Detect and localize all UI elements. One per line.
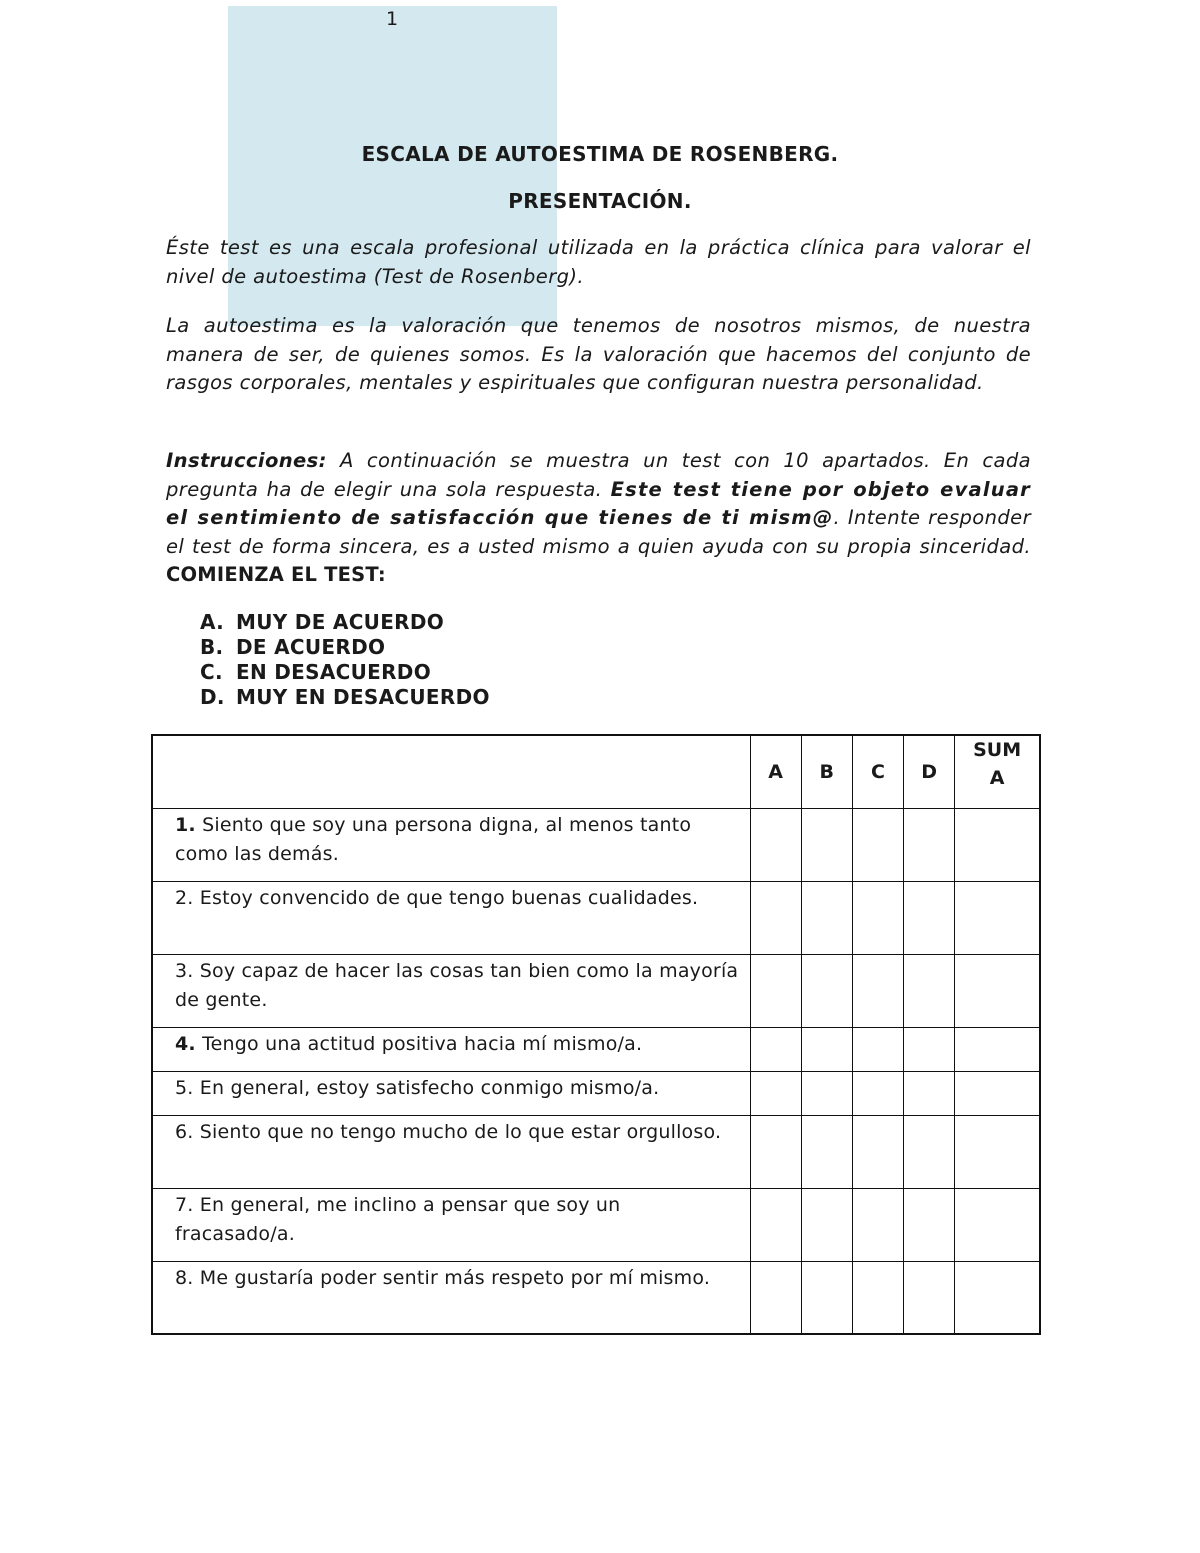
question-number: 1. xyxy=(175,813,196,836)
table-row xyxy=(152,1188,1040,1261)
question-cell xyxy=(152,1027,750,1071)
sum-cell[interactable] xyxy=(955,808,1040,881)
option-letter: C. xyxy=(200,660,223,684)
header-c: C xyxy=(852,735,903,808)
option-item-d xyxy=(200,685,490,710)
option-label: DE ACUERDO xyxy=(236,635,386,659)
answer-cell-b[interactable] xyxy=(801,954,852,1027)
answer-cell-a[interactable] xyxy=(750,808,801,881)
question-cell xyxy=(152,954,750,1027)
question-number: 5. xyxy=(175,1076,194,1099)
intro-paragraph: Éste test es una escala profesional utilizada en la práctica clínica para valorar el nivel de autoestima (Test de Rosenberg). xyxy=(166,236,1031,288)
answer-cell-b[interactable] xyxy=(801,1115,852,1188)
option-letter: D. xyxy=(200,685,225,709)
question-text: Siento que no tengo mucho de lo que estar orgulloso. xyxy=(193,1120,722,1143)
question-number: 3. xyxy=(175,959,194,982)
answer-cell-c[interactable] xyxy=(852,1115,903,1188)
sum-cell[interactable] xyxy=(955,1115,1040,1188)
header-blank-cell xyxy=(152,735,750,808)
option-letter: A. xyxy=(200,610,225,634)
table-row xyxy=(152,1261,1040,1334)
answer-cell-d[interactable] xyxy=(904,1071,955,1115)
answer-cell-a[interactable] xyxy=(750,1027,801,1071)
header-d: D xyxy=(904,735,955,808)
question-text: Tengo una actitud positiva hacia mí mismo/a. xyxy=(195,1032,643,1055)
answer-cell-d[interactable] xyxy=(904,1115,955,1188)
option-item-c xyxy=(200,660,490,685)
instructions-paragraph xyxy=(166,447,1031,590)
question-cell xyxy=(152,1071,750,1115)
answer-cell-a[interactable] xyxy=(750,1188,801,1261)
sum-cell[interactable] xyxy=(955,1261,1040,1334)
question-number: 2. xyxy=(175,886,194,909)
question-text: Siento que soy una persona digna, al menos tanto como las demás. xyxy=(175,813,692,865)
answer-cell-a[interactable] xyxy=(750,1261,801,1334)
option-label: MUY EN DESACUERDO xyxy=(236,685,490,709)
option-label: EN DESACUERDO xyxy=(236,660,431,684)
question-number: 8. xyxy=(175,1266,194,1289)
table-row xyxy=(152,954,1040,1027)
instructions-label: Instrucciones: xyxy=(166,449,327,472)
answer-cell-c[interactable] xyxy=(852,1071,903,1115)
instructions-objective: Este test tiene por objeto evaluar el sentimiento de satisfacción que tienes de ti mism@ xyxy=(166,477,1031,530)
answer-cell-b[interactable] xyxy=(801,1071,852,1115)
table-row xyxy=(152,1115,1040,1188)
instructions-text-2: . Intente responder el test de forma sincera, es a usted mismo a quien ayuda con su propia sinceridad. xyxy=(166,506,1031,558)
answer-cell-a[interactable] xyxy=(750,1071,801,1115)
answer-cell-b[interactable] xyxy=(801,881,852,954)
table-header-row xyxy=(152,735,1040,808)
table-row xyxy=(152,808,1040,881)
question-text: Soy capaz de hacer las cosas tan bien como la mayoría de gente. xyxy=(175,959,739,1011)
answer-cell-b[interactable] xyxy=(801,808,852,881)
sum-cell[interactable] xyxy=(955,1027,1040,1071)
instructions-text: A continuación se muestra un test con 10 apartados. En cada pregunta ha de elegir una sola respuesta. xyxy=(166,449,1031,501)
answer-cell-a[interactable] xyxy=(750,954,801,1027)
question-cell xyxy=(152,1115,750,1188)
answer-cell-d[interactable] xyxy=(904,954,955,1027)
question-text: Estoy convencido de que tengo buenas cualidades. xyxy=(193,886,699,909)
table-row xyxy=(152,1027,1040,1071)
question-cell xyxy=(152,808,750,881)
answer-cell-b[interactable] xyxy=(801,1027,852,1071)
question-number: 4. xyxy=(175,1032,196,1055)
question-number: 7. xyxy=(175,1193,194,1216)
option-letter: B. xyxy=(200,635,224,659)
answer-table xyxy=(151,734,1041,1335)
question-cell xyxy=(152,1188,750,1261)
answer-cell-c[interactable] xyxy=(852,1027,903,1071)
question-number: 6. xyxy=(175,1120,194,1143)
header-suma xyxy=(955,735,1040,808)
page-number: 1 xyxy=(386,8,399,30)
question-text: Me gustaría poder sentir más respeto por mí mismo. xyxy=(193,1266,711,1289)
sum-cell[interactable] xyxy=(955,954,1040,1027)
answer-cell-a[interactable] xyxy=(750,1115,801,1188)
answer-cell-d[interactable] xyxy=(904,881,955,954)
answer-cell-b[interactable] xyxy=(801,1188,852,1261)
option-label: MUY DE ACUERDO xyxy=(236,610,445,634)
sum-cell[interactable] xyxy=(955,881,1040,954)
answer-cell-d[interactable] xyxy=(904,1188,955,1261)
answer-cell-d[interactable] xyxy=(904,808,955,881)
answer-cell-c[interactable] xyxy=(852,1188,903,1261)
header-suma-line2: A xyxy=(989,767,1005,789)
section-heading: PRESENTACIÓN. xyxy=(508,189,692,213)
start-test-colon: : xyxy=(377,563,386,587)
table-row xyxy=(152,1071,1040,1115)
answer-cell-c[interactable] xyxy=(852,1261,903,1334)
question-cell xyxy=(152,881,750,954)
document-title: ESCALA DE AUTOESTIMA DE ROSENBERG. xyxy=(361,142,839,166)
answer-cell-a[interactable] xyxy=(750,881,801,954)
option-item-a xyxy=(200,610,490,635)
table-row xyxy=(152,881,1040,954)
header-b: B xyxy=(801,735,852,808)
option-item-b xyxy=(200,635,490,660)
answer-options-list xyxy=(200,610,490,710)
question-text: En general, me inclino a pensar que soy un fracasado/a. xyxy=(175,1193,621,1245)
answer-cell-c[interactable] xyxy=(852,881,903,954)
question-text: En general, estoy satisfecho conmigo mismo/a. xyxy=(193,1076,660,1099)
answer-cell-d[interactable] xyxy=(904,1027,955,1071)
answer-cell-c[interactable] xyxy=(852,808,903,881)
sum-cell[interactable] xyxy=(955,1188,1040,1261)
start-test-label: COMIENZA EL TEST xyxy=(166,563,378,587)
definition-paragraph: La autoestima es la valoración que tenemos de nosotros mismos, de nuestra manera de ser, de quienes somos. Es la valoración que hacemos del conjunto de rasgos corporales, mentales y espirituales que configuran nuestra personalidad. xyxy=(166,314,1031,395)
header-a: A xyxy=(750,735,801,808)
answer-cell-d[interactable] xyxy=(904,1261,955,1334)
answer-cell-c[interactable] xyxy=(852,954,903,1027)
header-suma-line1: SUM xyxy=(973,739,1022,761)
question-cell xyxy=(152,1261,750,1334)
sum-cell[interactable] xyxy=(955,1071,1040,1115)
answer-cell-b[interactable] xyxy=(801,1261,852,1334)
